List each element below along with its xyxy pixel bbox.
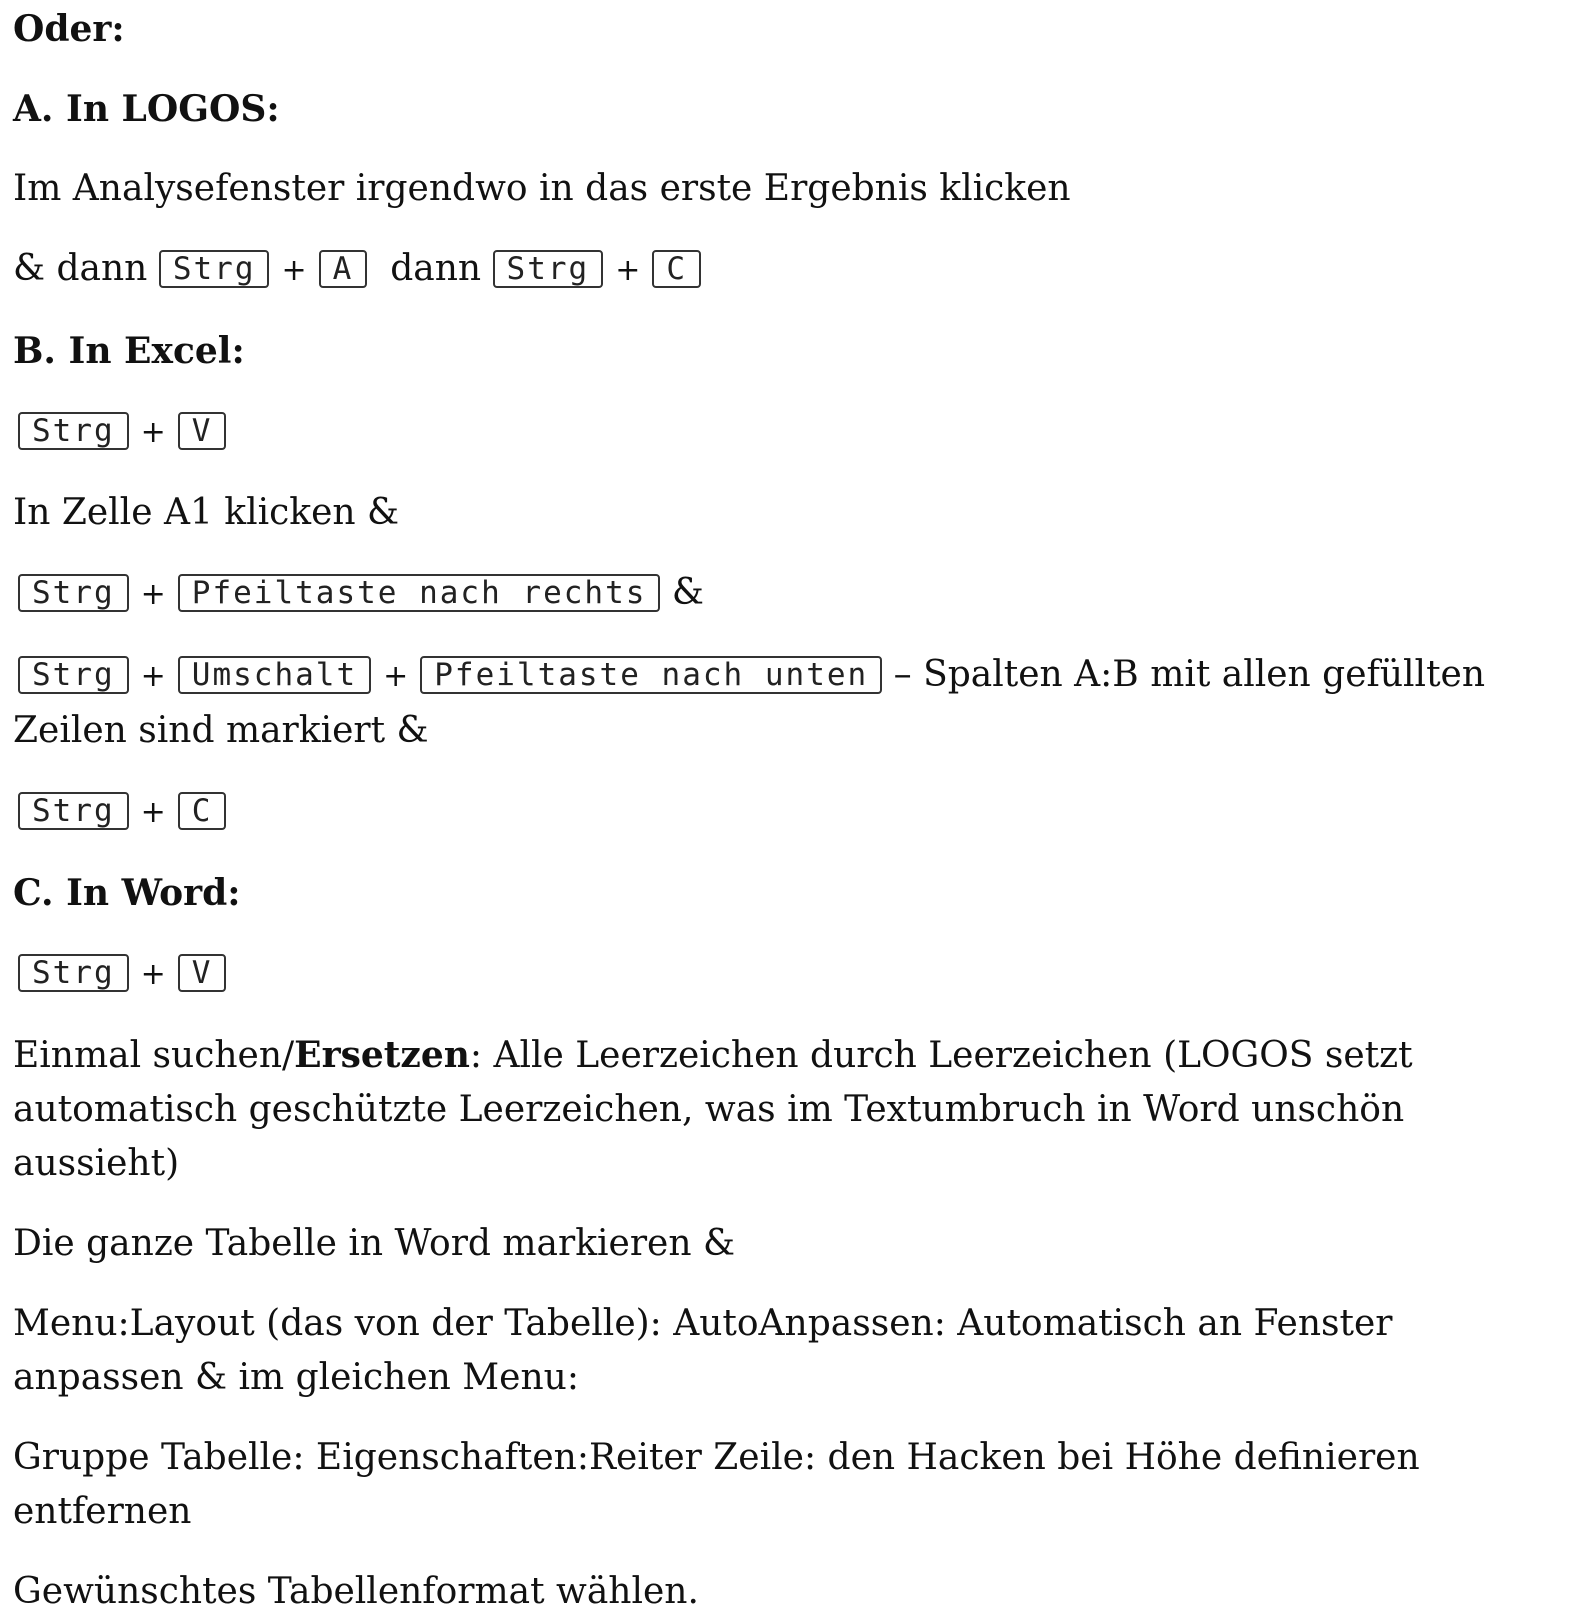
document-page [0,2,1587,1619]
paragraph-cell-a1: In Zelle A1 klicken & [13,492,400,533]
plus-sign: + [383,659,409,694]
text-columns-marked: – Spalten A:B mit allen gefüllten Zeilen sind markiert & [13,654,1486,751]
plus-sign: + [281,253,307,288]
paragraph-group-table: Gruppe Tabelle: Eigenschaften:Reiter Zeile: den Hacken bei Höhe definieren entfernen [13,1437,1420,1532]
text-search-rest: : Alle Leerzeichen durch Leerzeichen (LOGOS setzt automatisch geschützte Leerzeichen, was im Textumbruch in Word unschön aussieht) [13,1035,1413,1184]
paragraph-select-down [13,648,1574,758]
key-strg: Strg [159,250,270,288]
key-c: C [178,792,227,830]
heading-word: C. In Word: [13,872,241,914]
key-v: V [178,954,227,992]
plus-sign: + [140,577,166,612]
key-c: C [652,250,701,288]
plus-sign: + [140,795,166,830]
paragraph-search-replace [13,1028,1574,1191]
text-and-then: & dann [13,248,148,289]
text-ampersand: & [671,572,704,613]
key-umschalt: Umschalt [178,656,371,694]
plus-sign: + [140,415,166,450]
plus-sign: + [140,957,166,992]
paragraph-word-paste [18,946,1574,1002]
heading-excel: B. In Excel: [13,330,245,372]
heading-logos: A. In LOGOS: [13,88,280,130]
paragraph-menu-layout: Menu:Layout (das von der Tabelle): AutoAnpassen: Automatisch an Fenster anpassen & im gleichen Menu: [13,1303,1393,1398]
plus-sign: + [615,253,641,288]
text-then: dann [390,248,482,289]
paragraph-logos-click: Im Analysefenster irgendwo in das erste Ergebnis klicken [13,168,1071,209]
key-a: A [319,250,368,288]
text-search-prefix: Einmal suchen/ [13,1035,295,1076]
key-arrow-right: Pfeiltaste nach rechts [178,574,661,612]
paragraph-choose-format: Gewünschtes Tabellenformat wählen. [13,1571,699,1612]
key-strg: Strg [18,412,129,450]
key-strg: Strg [18,954,129,992]
paragraph-excel-paste [18,404,1574,460]
key-arrow-down: Pfeiltaste nach unten [420,656,882,694]
plus-sign: + [140,659,166,694]
key-v: V [178,412,227,450]
paragraph-logos-shortcuts [13,242,1574,298]
heading-oder: Oder: [13,8,125,50]
paragraph-mark-table: Die ganze Tabelle in Word markieren & [13,1223,736,1264]
key-strg: Strg [493,250,604,288]
key-strg: Strg [18,574,129,612]
key-strg: Strg [18,792,129,830]
paragraph-select-right [18,566,1574,622]
key-strg: Strg [18,656,129,694]
text-search-bold: Ersetzen [294,1034,470,1076]
paragraph-excel-copy [18,784,1574,840]
